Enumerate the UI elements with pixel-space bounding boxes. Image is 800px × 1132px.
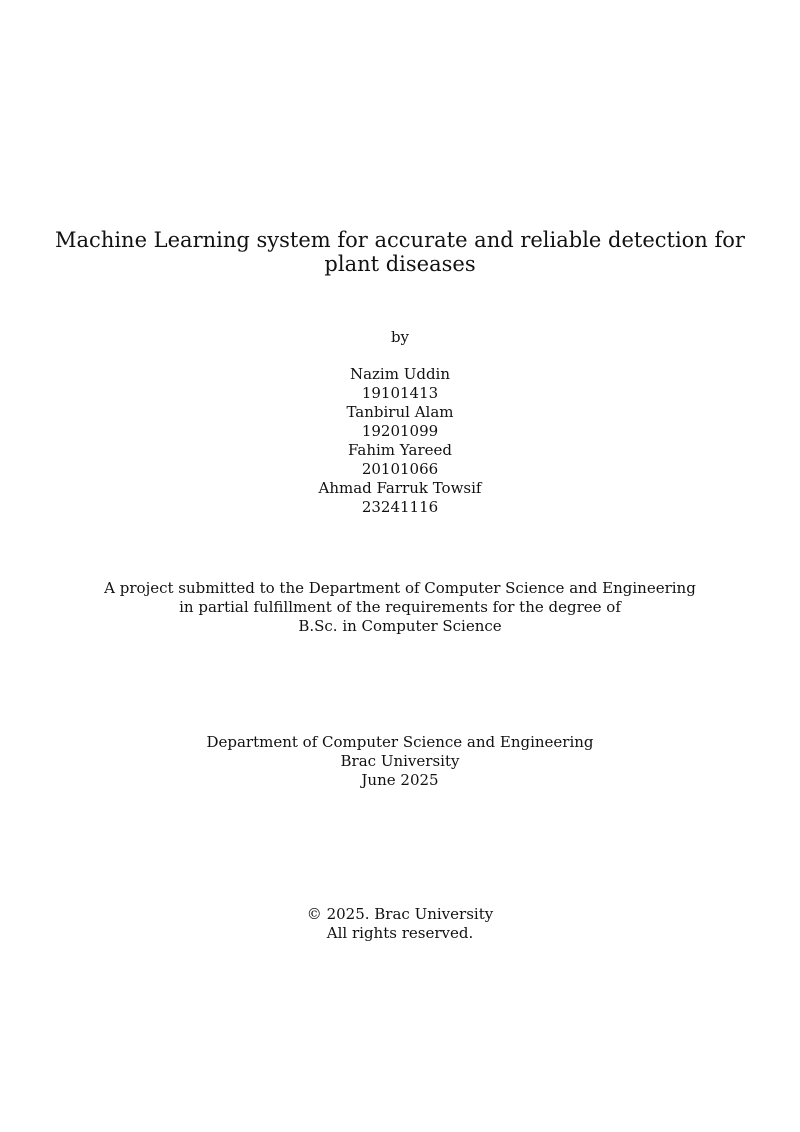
author-name: Nazim Uddin <box>349 365 451 383</box>
copyright-line-2: All rights reserved. <box>326 924 474 942</box>
submission-date: June 2025 <box>361 771 439 789</box>
author-name: Tanbirul Alam <box>346 403 454 421</box>
institution-block <box>0 733 800 790</box>
submission-statement <box>0 579 800 636</box>
author-list <box>0 365 800 517</box>
by-label: by <box>390 328 410 346</box>
copyright-notice <box>0 905 800 943</box>
author-id: 23241116 <box>361 498 439 516</box>
department-name: Department of Computer Science and Engineering <box>206 733 594 751</box>
author-id: 20101066 <box>361 460 439 478</box>
university-name: Brac University <box>340 752 460 770</box>
author-id: 19201099 <box>361 422 439 440</box>
author-name: Fahim Yareed <box>348 441 452 459</box>
thesis-title <box>0 228 800 276</box>
submission-line-2: in partial fulfillment of the requirements for the degree of <box>179 598 621 616</box>
author-id: 19101413 <box>361 384 439 402</box>
submission-line-1: A project submitted to the Department of Computer Science and Engineering <box>104 579 696 597</box>
copyright-line-1: © 2025. Brac University <box>306 905 494 923</box>
author-name: Ahmad Farruk Towsif <box>318 479 482 497</box>
submission-line-3: B.Sc. in Computer Science <box>298 617 502 635</box>
thesis-title-line-1: Machine Learning system for accurate and reliable detection for <box>55 228 745 252</box>
thesis-title-line-2: plant diseases <box>324 252 476 276</box>
